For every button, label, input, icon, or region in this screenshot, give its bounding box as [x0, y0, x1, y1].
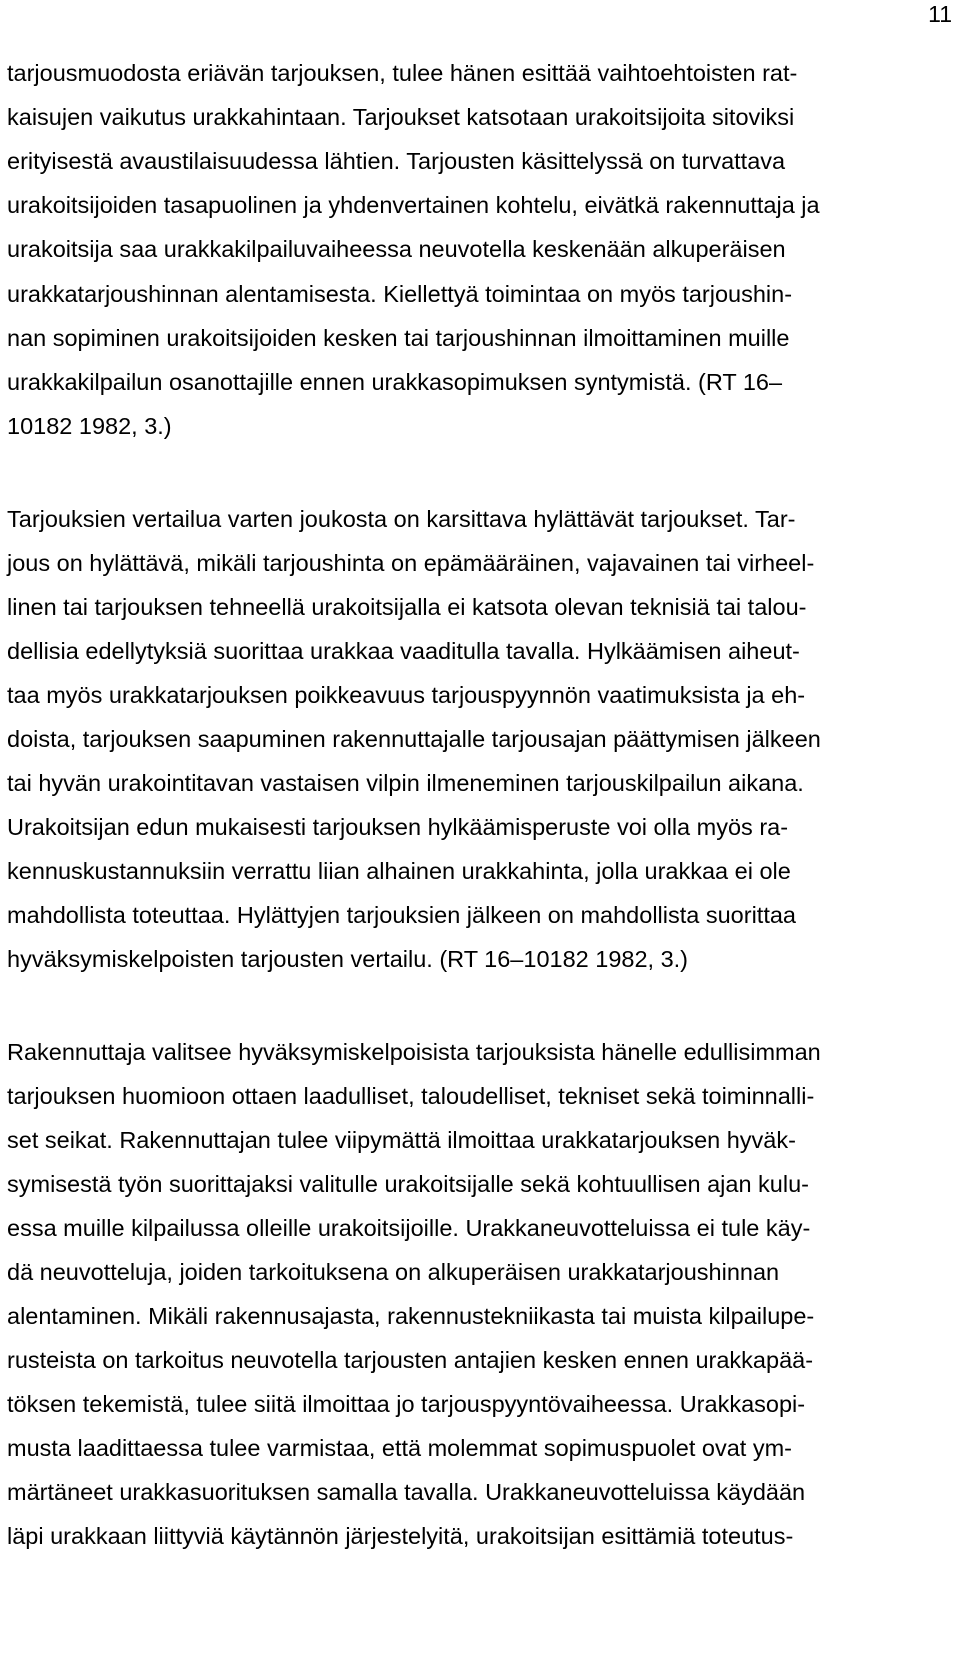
text-line: taa myös urakkatarjouksen poikkeavuus tarjouspyynnön vaatimuksista ja eh- — [7, 682, 806, 708]
text-line: tarjousmuodosta eriävän tarjouksen, tulee hänen esittää vaihtoehtoisten rat- — [7, 60, 798, 86]
text-line: dä neuvotteluja, joiden tarkoituksena on alkuperäisen urakkatarjoushinnan — [7, 1259, 780, 1285]
text-line: erityisestä avaustilaisuudessa lähtien. Tarjousten käsittelyssä on turvattava — [7, 148, 786, 174]
text-line: hyväksymiskelpoisten tarjousten vertailu. (RT 16–10182 1982, 3.) — [7, 946, 689, 972]
text-line: doista, tarjouksen saapuminen rakennuttajalle tarjousajan päättymisen jälkeen — [7, 726, 821, 752]
text-line: rusteista on tarkoitus neuvotella tarjousten antajien kesken ennen urakkapää- — [7, 1347, 814, 1373]
text-line: märtäneet urakkasuorituksen samalla tavalla. Urakkaneuvotteluissa käydään — [7, 1479, 806, 1505]
text-line: jous on hylättävä, mikäli tarjoushinta on epämääräinen, vajavainen tai virheel- — [7, 550, 815, 576]
text-line: tai hyvän urakointitavan vastaisen vilpin ilmeneminen tarjouskilpailun aikana. — [7, 770, 804, 796]
text-line: essa muille kilpailussa olleille urakoitsijoille. Urakkaneuvotteluissa ei tule käy- — [7, 1215, 811, 1241]
text-line: urakkatarjoushinnan alentamisesta. Kiellettyä toimintaa on myös tarjoushin- — [7, 281, 793, 307]
text-line: urakoitsijoiden tasapuolinen ja yhdenvertainen kohtelu, eivätkä rakennuttaja ja — [7, 192, 820, 218]
text-line: tarjouksen huomioon ottaen laadulliset, taloudelliset, tekniset sekä toiminnalli- — [7, 1083, 815, 1109]
text-line: set seikat. Rakennuttajan tulee viipymättä ilmoittaa urakkatarjouksen hyväk- — [7, 1127, 796, 1153]
text-line: Rakennuttaja valitsee hyväksymiskelpoisista tarjouksista hänelle edullisimman — [7, 1039, 821, 1065]
page-number: 11 — [928, 1, 952, 27]
text-line: töksen tekemistä, tulee siitä ilmoittaa jo tarjouspyyntövaiheessa. Urakkasopi- — [7, 1391, 806, 1417]
text-line: kaisujen vaikutus urakkahintaan. Tarjoukset katsotaan urakoitsijoita sitoviksi — [7, 104, 795, 130]
text-line: Urakoitsijan edun mukaisesti tarjouksen hylkäämisperuste voi olla myös ra- — [7, 814, 789, 840]
text-line: mahdollista toteuttaa. Hylättyjen tarjouksien jälkeen on mahdollista suorittaa — [7, 902, 796, 928]
text-line: symisestä työn suorittajaksi valitulle urakoitsijalle sekä kohtuullisen ajan kulu- — [7, 1171, 809, 1197]
text-line: dellisia edellytyksiä suorittaa urakkaa vaaditulla tavalla. Hylkäämisen aiheut- — [7, 638, 800, 664]
text-line: 10182 1982, 3.) — [7, 413, 172, 439]
text-line: urakkakilpailun osanottajille ennen urakkasopimuksen syntymistä. (RT 16– — [7, 369, 783, 395]
text-line: Tarjouksien vertailua varten joukosta on karsittava hylättävät tarjoukset. Tar- — [7, 506, 796, 532]
text-line: musta laadittaessa tulee varmistaa, että molemmat sopimuspuolet ovat ym- — [7, 1435, 792, 1461]
text-line: nan sopiminen urakoitsijoiden kesken tai tarjoushinnan ilmoittaminen muille — [7, 325, 790, 351]
text-line: läpi urakkaan liittyviä käytännön järjestelyitä, urakoitsijan esittämiä toteutus- — [7, 1523, 794, 1549]
text-line: alentaminen. Mikäli rakennusajasta, rakennustekniikasta tai muista kilpailupe- — [7, 1303, 815, 1329]
text-line: urakoitsija saa urakkakilpailuvaiheessa neuvotella keskenään alkuperäisen — [7, 236, 786, 262]
text-line: kennuskustannuksiin verrattu liian alhainen urakkahinta, jolla urakkaa ei ole — [7, 858, 791, 884]
text-line: linen tai tarjouksen tehneellä urakoitsijalla ei katsota olevan teknisiä tai talou- — [7, 594, 807, 620]
